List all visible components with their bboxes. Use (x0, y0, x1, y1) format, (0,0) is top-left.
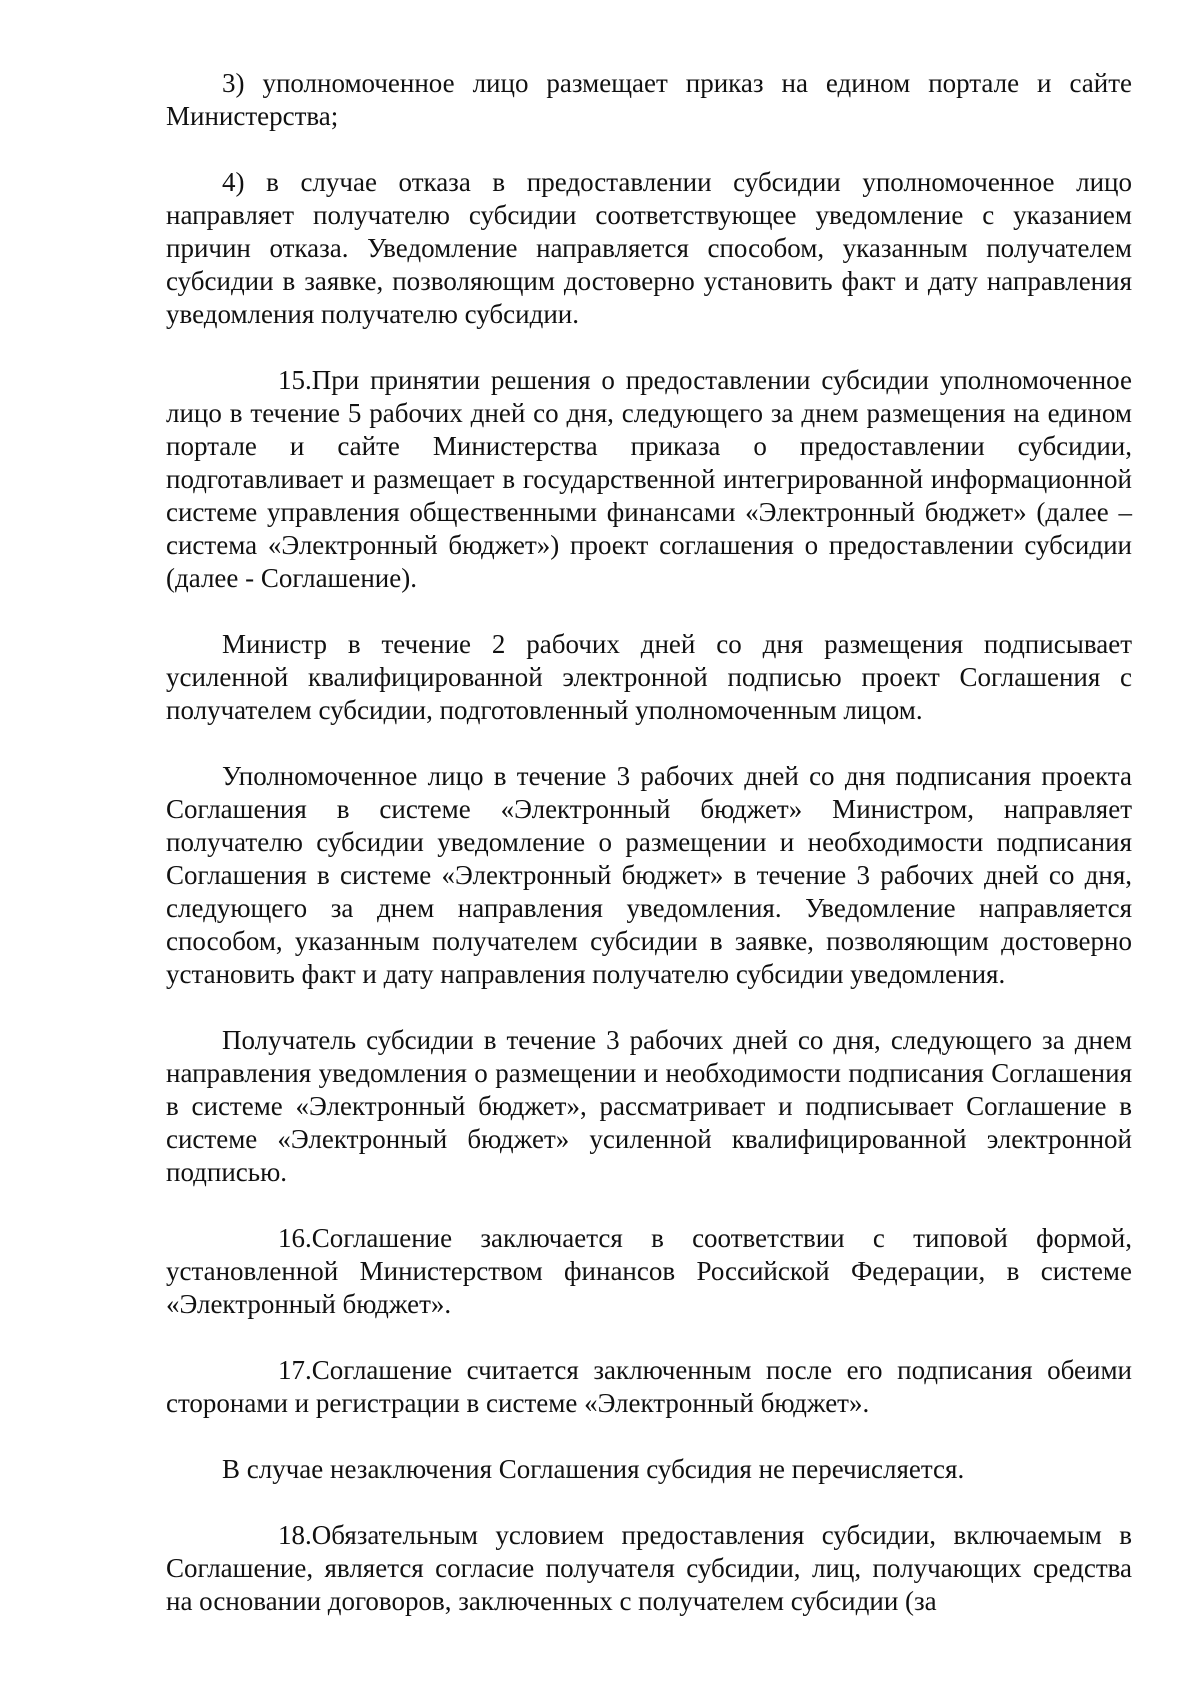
paragraph-notification (166, 760, 1132, 991)
paragraph-18 (166, 1519, 1132, 1618)
paragraph-text: При принятии решения о предоставлении субсидии уполномоченное лицо в течение 5 рабочих дней со дня, следующего за днем размещения на едином портале и сайте Министерства приказа о предоставлении субсидии, подготавливает и размещает в государственной интегрированной информационной системе управления общественными финансами «Электронный бюджет» (далее – система «Электронный бюджет») проект соглашения о предоставлении субсидии (далее - Соглашение). (166, 365, 1132, 593)
paragraph-item-3 (166, 67, 1132, 133)
paragraph-item-4 (166, 166, 1132, 331)
paragraph-no-agreement (166, 1453, 1132, 1486)
paragraph-17 (166, 1354, 1132, 1420)
paragraph-number: 17. (278, 1355, 312, 1385)
paragraph-number: 16. (278, 1223, 312, 1253)
paragraph-text: Соглашение заключается в соответствии с типовой формой, установленной Министерством финансов Российской Федерации, в системе «Электронный бюджет». (166, 1223, 1132, 1319)
paragraph-recipient-signs (166, 1024, 1132, 1189)
paragraph-15 (166, 364, 1132, 595)
paragraph-text: 3) уполномоченное лицо размещает приказ на едином портале и сайте Министерства; (166, 68, 1132, 131)
paragraph-16 (166, 1222, 1132, 1321)
paragraph-text: 4) в случае отказа в предоставлении субсидии уполномоченное лицо направляет получателю субсидии соответствующее уведомление с указанием причин отказа. Уведомление направляется способом, указанным получателем субсидии в заявке, позволяющим достоверно установить факт и дату направления уведомления получателю субсидии. (166, 167, 1132, 329)
paragraph-text: Обязательным условием предоставления субсидии, включаемым в Соглашение, является согласие получателя субсидии, лиц, получающих средства на основании договоров, заключенных с получателем субсидии (за (166, 1520, 1132, 1616)
paragraph-text: Уполномоченное лицо в течение 3 рабочих дней со дня подписания проекта Соглашения в системе «Электронный бюджет» Министром, направляет получателю субсидии уведомление о размещении и необходимости подписания Соглашения в системе «Электронный бюджет» в течение 3 рабочих дней со дня, следующего за днем направления уведомления. Уведомление направляется способом, указанным получателем субсидии в заявке, позволяющим достоверно установить факт и дату направления получателю субсидии уведомления. (166, 761, 1132, 989)
paragraph-number: 15. (278, 365, 312, 395)
paragraph-number: 18. (278, 1520, 312, 1550)
document-body (166, 67, 1132, 1651)
paragraph-text: Получатель субсидии в течение 3 рабочих дней со дня, следующего за днем направления уведомления о размещении и необходимости подписания Соглашения в системе «Электронный бюджет», рассматривает и подписывает Соглашение в системе «Электронный бюджет» усиленной квалифицированной электронной подписью. (166, 1025, 1132, 1187)
paragraph-text: Соглашение считается заключенным после его подписания обеими сторонами и регистрации в системе «Электронный бюджет». (166, 1355, 1132, 1418)
paragraph-text: Министр в течение 2 рабочих дней со дня размещения подписывает усиленной квалифицированной электронной подписью проект Соглашения с получателем субсидии, подготовленный уполномоченным лицом. (166, 629, 1132, 725)
paragraph-text: В случае незаключения Соглашения субсидия не перечисляется. (222, 1454, 965, 1484)
paragraph-minister-signs (166, 628, 1132, 727)
